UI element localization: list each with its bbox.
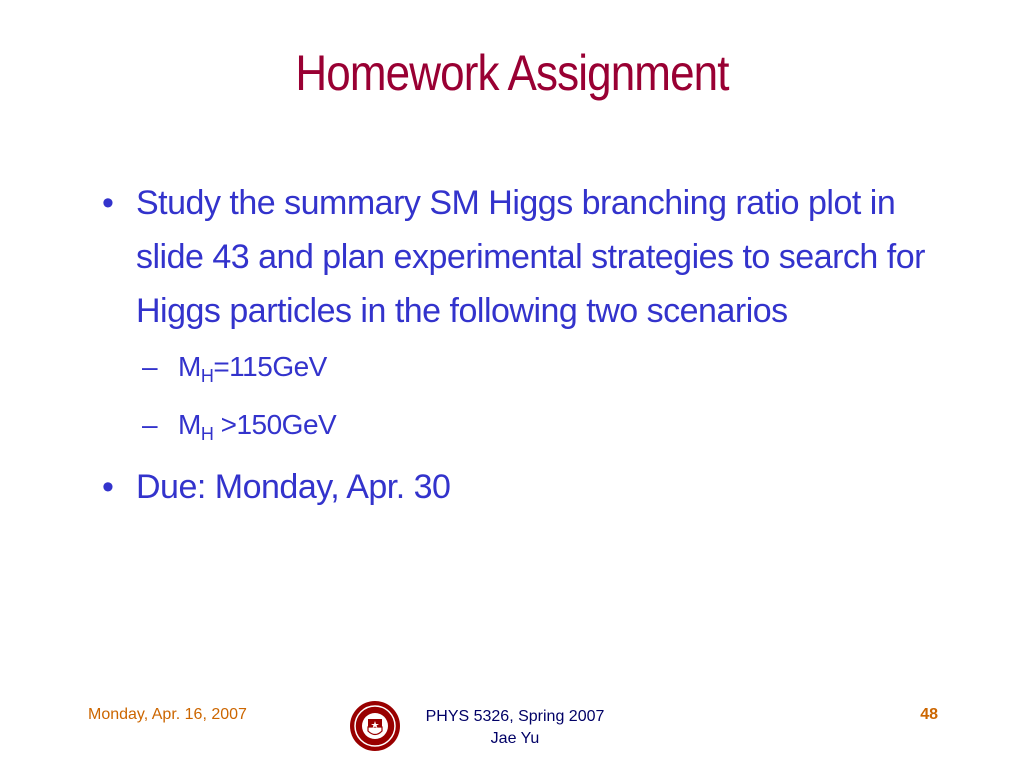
sub-bullet-item xyxy=(96,396,956,454)
mass-symbol: M xyxy=(178,409,201,440)
mass-symbol: M xyxy=(178,351,201,382)
bullet-marker: • xyxy=(102,468,114,506)
footer-date: Monday, Apr. 16, 2007 xyxy=(88,706,247,723)
sub-bullet-list xyxy=(96,338,956,454)
bullet-item xyxy=(96,176,956,338)
sub-bullet-item xyxy=(96,338,956,396)
mass-subscript: H xyxy=(200,366,214,386)
sub-bullet-marker: – xyxy=(142,351,158,382)
slide-body xyxy=(96,176,956,514)
page-number: 48 xyxy=(920,706,938,723)
bullet-text: Due: Monday, Apr. 30 xyxy=(136,468,451,506)
footer-instructor: Jae Yu xyxy=(490,730,540,747)
footer-course: PHYS 5326, Spring 2007 xyxy=(425,708,605,725)
mass-value: =115GeV xyxy=(213,351,327,382)
slide-title: Homework Assignment xyxy=(295,45,729,101)
bullet-marker: • xyxy=(102,184,114,222)
footer-course-info xyxy=(415,706,615,750)
bullet-item-due-date xyxy=(96,460,956,514)
bullet-text: Study the summary SM Higgs branching ratio plot in slide 43 and plan experimental strategies to search for Higgs particles in the following two scenarios xyxy=(136,184,925,330)
university-seal-icon xyxy=(349,700,401,752)
mass-subscript: H xyxy=(200,424,214,444)
sub-bullet-marker: – xyxy=(142,409,158,440)
mass-value: >150GeV xyxy=(213,409,337,440)
